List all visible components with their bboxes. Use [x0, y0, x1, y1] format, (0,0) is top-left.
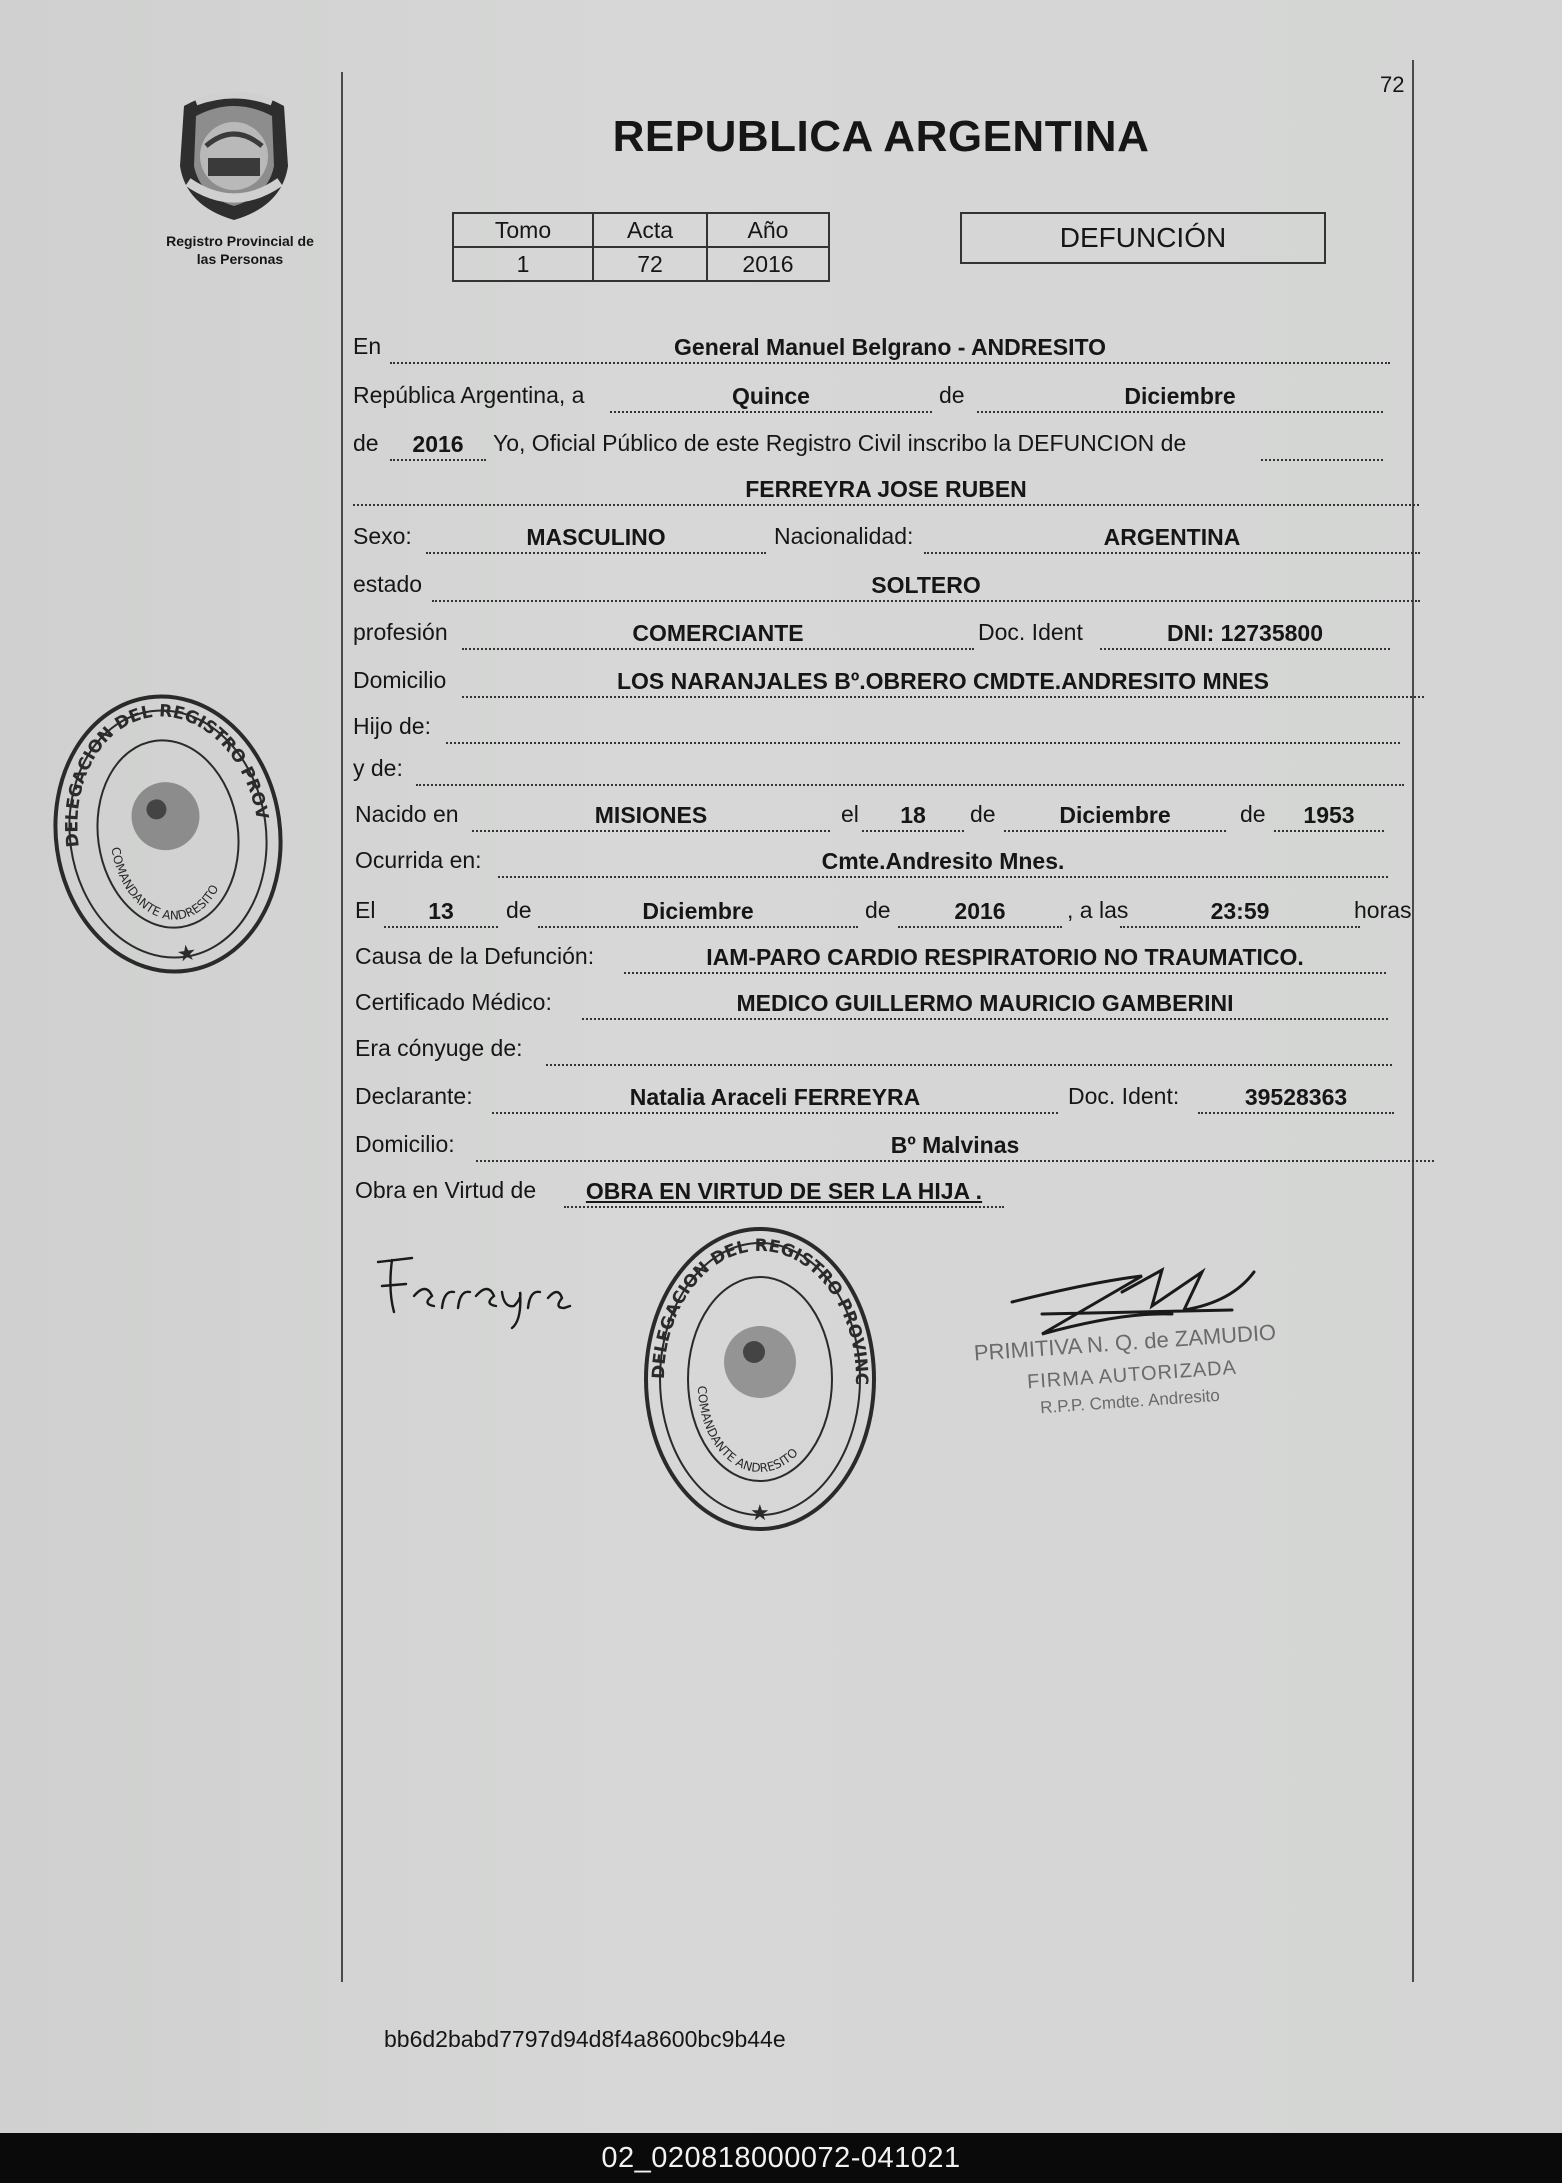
document-hash: bb6d2babd7797d94d8f4a8600bc9b44e	[384, 2026, 786, 2052]
footer-id-bar: 02_020818000072-041021	[0, 2133, 1562, 2183]
page-number: 72	[1380, 72, 1405, 97]
document-type-box: DEFUNCIÓN	[960, 212, 1326, 264]
field-death-month: Diciembre	[538, 896, 858, 928]
field-death-day: 13	[384, 896, 498, 928]
label-de-1: de	[939, 382, 965, 408]
field-day-words: Quince	[610, 381, 932, 413]
field-certificate: MEDICO GUILLERMO MAURICIO GAMBERINI	[582, 988, 1388, 1020]
label-nacionalidad: Nacionalidad:	[774, 523, 914, 549]
official-title: FIRMA AUTORIZADA	[1026, 1356, 1238, 1394]
label-ocurrida-en: Ocurrida en:	[355, 847, 482, 873]
registry-stamp-center	[640, 1222, 880, 1536]
official-office: R.P.P. Cmdte. Andresito	[1039, 1385, 1221, 1418]
label-estado: estado	[353, 571, 423, 597]
field-place: General Manuel Belgrano - ANDRESITO	[390, 332, 1390, 364]
acta-value: 72	[593, 247, 707, 281]
field-profession: COMERCIANTE	[462, 618, 974, 650]
label-el-birth: el	[841, 801, 859, 827]
declarant-signature	[372, 1250, 572, 1330]
field-deceased: FERREYRA JOSE RUBEN	[353, 474, 1419, 506]
field-declarant-address: Bº Malvinas	[476, 1130, 1434, 1162]
label-obra: Obra en Virtud de	[355, 1177, 537, 1203]
registry-table	[452, 212, 830, 282]
field-spouse	[546, 1034, 1392, 1066]
label-declarante: Declarante:	[355, 1083, 473, 1109]
field-death-time: 23:59	[1120, 896, 1360, 928]
svg-text:★: ★	[175, 940, 199, 968]
label-en: En	[353, 333, 382, 359]
field-declarant: Natalia Araceli FERREYRA	[492, 1082, 1058, 1114]
field-father	[446, 712, 1400, 744]
field-declarant-doc: 39528363	[1198, 1082, 1394, 1114]
label-sexo: Sexo:	[353, 523, 412, 549]
field-birth-day: 18	[862, 800, 964, 832]
field-year: 2016	[390, 429, 486, 461]
official-name: PRIMITIVA N. Q. de ZAMUDIO	[973, 1319, 1277, 1366]
label-certificado: Certificado Médico:	[355, 989, 552, 1015]
right-margin-line	[1412, 60, 1414, 1982]
label-causa: Causa de la Defunción:	[355, 943, 595, 969]
label-profesion: profesión	[353, 619, 448, 645]
field-birth-year: 1953	[1274, 800, 1384, 832]
label-de-3: de	[970, 801, 996, 827]
anio-value: 2016	[707, 247, 829, 281]
label-domicilio: Domicilio	[353, 667, 447, 693]
left-margin-line	[341, 72, 343, 1982]
label-hijo-de: Hijo de:	[353, 713, 431, 739]
field-basis: OBRA EN VIRTUD DE SER LA HIJA .	[564, 1176, 1004, 1208]
label-yo-oficial: Yo, Oficial Público de este Registro Civil inscribo la DEFUNCION de	[493, 430, 1187, 456]
svg-text:COMANDANTE ANDRESITO	[695, 1386, 801, 1476]
field-nationality: ARGENTINA	[924, 522, 1420, 554]
field-sex: MASCULINO	[426, 522, 766, 554]
field-address: LOS NARANJALES Bº.OBRERO CMDTE.ANDRESITO MNES	[462, 666, 1424, 698]
label-y-de: y de:	[353, 755, 403, 781]
field-month: Diciembre	[977, 381, 1383, 413]
stamp-left-inner: COMANDANTE ANDRESITO	[108, 846, 222, 923]
label-de-2: de	[353, 430, 379, 456]
field-cause: IAM-PARO CARDIO RESPIRATORIO NO TRAUMATICO.	[624, 942, 1386, 974]
field-death-year: 2016	[898, 896, 1062, 928]
registry-stamp-left	[29, 675, 307, 994]
tomo-header: Tomo	[453, 213, 593, 247]
label-de-4: de	[1240, 801, 1266, 827]
field-document: DNI: 12735800	[1100, 618, 1390, 650]
tomo-value: 1	[453, 247, 593, 281]
label-doc-ident-2: Doc. Ident:	[1068, 1083, 1180, 1109]
anio-header: Año	[707, 213, 829, 247]
label-republica: República Argentina, a	[353, 382, 585, 408]
label-nacido-en: Nacido en	[355, 801, 459, 827]
svg-text:★: ★	[750, 1501, 770, 1526]
logo-caption	[140, 232, 340, 268]
field-birth-month: Diciembre	[1004, 800, 1226, 832]
label-a-las: , a las	[1067, 897, 1129, 923]
field-death-place: Cmte.Andresito Mnes.	[498, 846, 1388, 878]
label-de-5: de	[506, 897, 532, 923]
field-birth-place: MISIONES	[472, 800, 830, 832]
logo-caption-line-1: Registro Provincial de	[166, 233, 314, 249]
stamp-left-text: DELEGACION DEL REGISTRO PROVINCIAL DE LAS PERSONAS	[29, 692, 272, 849]
logo-caption-line-2: las Personas	[196, 251, 284, 267]
field-civil-status: SOLTERO	[432, 570, 1420, 602]
label-el-death: El	[355, 897, 376, 923]
page-title: REPUBLICA ARGENTINA	[612, 112, 1150, 161]
stamp-center-inner: COMANDANTE ANDRESITO	[694, 1385, 801, 1476]
label-horas: horas	[1354, 897, 1412, 923]
label-de-6: de	[865, 897, 891, 923]
label-conyuge: Era cónyuge de:	[355, 1035, 523, 1061]
stamp-center-text: DELEGACION DEL REGISTRO PROVINC	[648, 1235, 872, 1386]
field-mother	[416, 754, 1404, 786]
field-blank-1	[1261, 429, 1383, 461]
label-doc-ident: Doc. Ident	[978, 619, 1083, 645]
label-domicilio-2: Domicilio:	[355, 1131, 455, 1157]
acta-header: Acta	[593, 213, 707, 247]
